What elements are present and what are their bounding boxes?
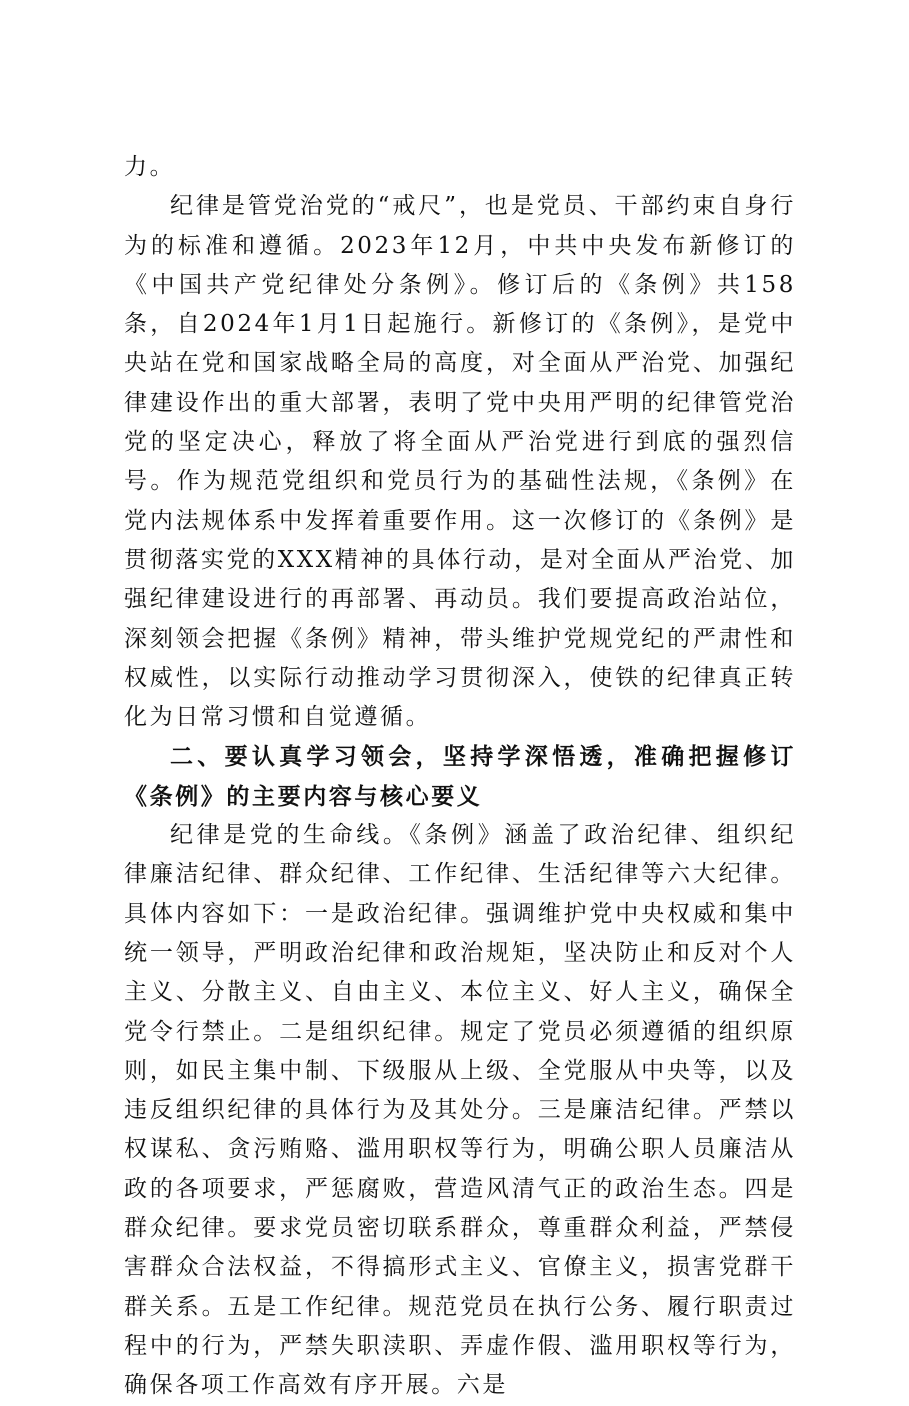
section-heading-2: 二、要认真学习领会，坚持学深悟透，准确把握修订《条例》的主要内容与核心要义 [124, 743, 796, 810]
paragraph-six-disciplines: 纪律是党的生命线。《条例》涵盖了政治纪律、组织纪律廉洁纪律、群众纪律、工作纪律、生活纪律等六大纪律。具体内容如下：一是政治纪律。强调维护党中央权威和集中统一领导，严明政治纪律和政治规矩，坚决防止和反对个人主义、分散主义、自由主义、本位主义、好人主义，确保全党令行禁止。二是组织纪律。规定了党员必须遵循的组织原则，如民主集中制、下级服从上级、全党服从中央等，以及违反组织纪律的具体行为及其处分。三是廉洁纪律。严禁以权谋私、贪污贿赂、滥用职权等行为，明确公职人员廉洁从政的各项要求，严惩腐败，营造风清气正的政治生态。四是群众纪律。要求党员密切联系群众，尊重群众利益，严禁侵害群众合法权益，不得搞形式主义、官僚主义，损害党群干群关系。五是工作纪律。规范党员在执行公务、履行职责过程中的行为，严禁失职渎职、弄虚作假、滥用职权等行为，确保各项工作高效有序开展。六是 [124, 822, 796, 1399]
paragraph-continuation: 力。 [124, 154, 176, 180]
paragraph-discipline-intro: 纪律是管党治党的“戒尺”，也是党员、干部约束自身行为的标准和遵循。2023年12月，中共中央发布新修订的《中国共产党纪律处分条例》。修订后的《条例》共158条，自2024年1月1日起施行。新修订的《条例》，是党中央站在党和国家战略全局的高度，对全面从严治党、加强纪律建设作出的重大部署，表明了党中央用严明的纪律管党治党的坚定决心，释放了将全面从严治党进行到底的强烈信号。作为规范党组织和党员行为的基础性法规，《条例》在党内法规体系中发挥着重要作用。这一次修订的《条例》是贯彻落实党的XXX精神的具体行动，是对全面从严治党、加强纪律建设进行的再部署、再动员。我们要提高政治站位，深刻领会把握《条例》精神，带头维护党规党纪的严肃性和权威性，以实际行动推动学习贯彻深入，使铁的纪律真正转化为日常习惯和自觉遵循。 [124, 193, 796, 731]
document-body [124, 148, 796, 1406]
